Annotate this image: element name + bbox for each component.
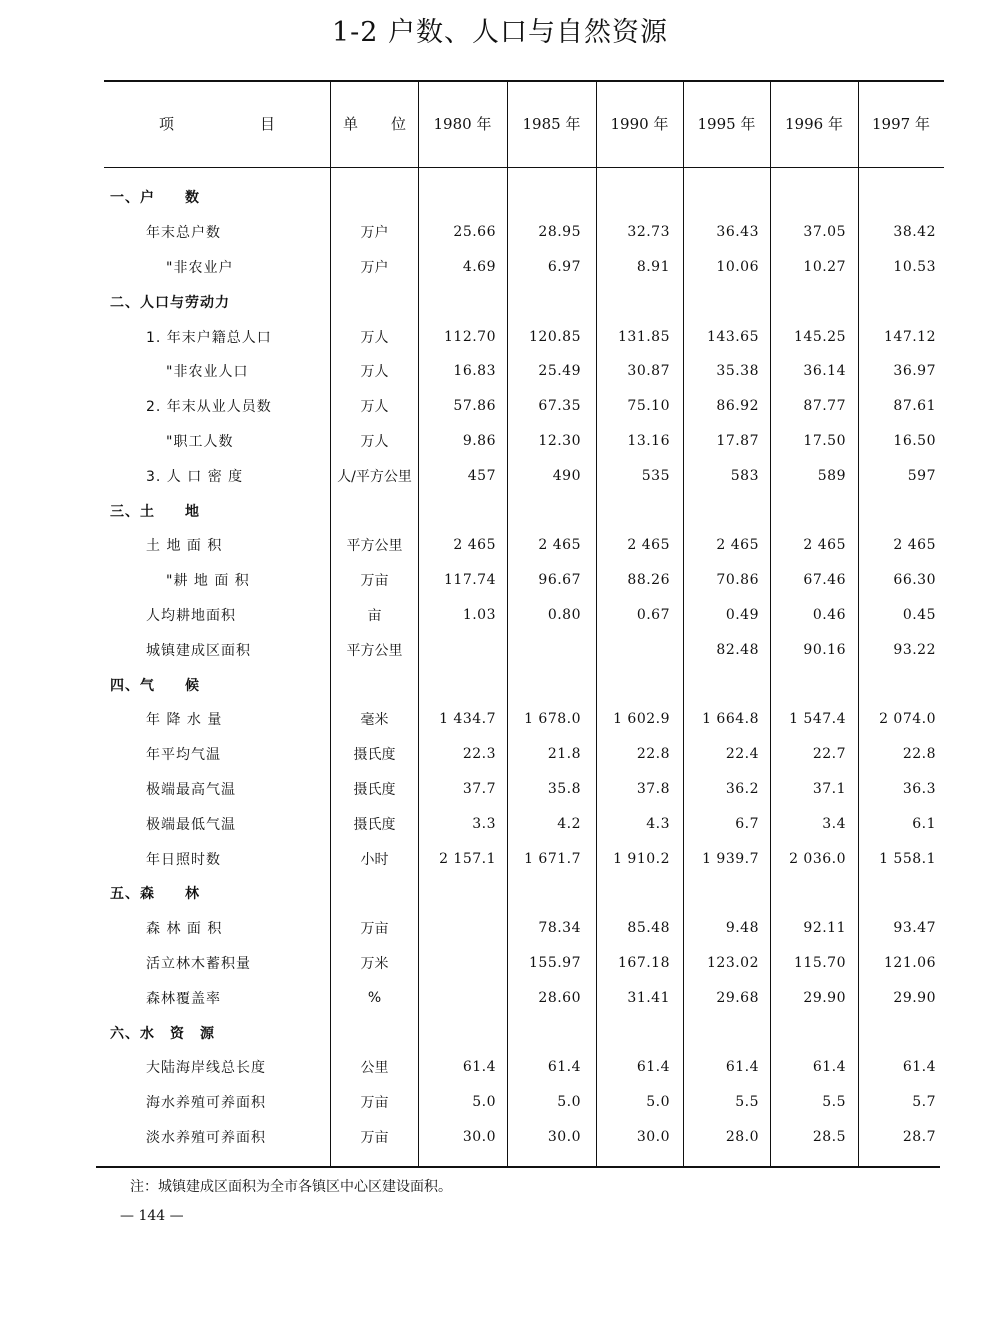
header-item [104,80,330,167]
row-value: 16.83 [453,363,496,380]
row-value: 583 [730,467,759,484]
row-label: 大陆海岸线总长度 [146,1060,266,1077]
row-value: 29.90 [803,989,846,1006]
row-value: 37.1 [812,780,846,797]
row-value: 28.5 [812,1128,846,1145]
row-label: 3. 人 口 密 度 [146,468,244,485]
row-value: 2 157.1 [439,850,496,867]
row-value: 1 602.9 [613,711,670,728]
row-label: 极端最低气温 [146,816,236,833]
row-label: 六、水 资 源 [110,1025,215,1042]
header-unit-b: 位 [390,115,406,133]
row-label: 人均耕地面积 [146,607,236,624]
row-value [770,667,846,702]
row-value [418,911,496,946]
row-value: 115.70 [794,954,846,971]
row-value: 35.8 [547,780,581,797]
row-value: 22.7 [812,746,846,763]
row-value [770,876,846,911]
table-row [0,250,1000,285]
row-value [418,632,496,667]
row-value: 2 465 [716,537,759,554]
row-value: 61.4 [636,1059,670,1076]
table-row [0,806,1000,841]
row-value: 30.0 [462,1128,496,1145]
row-value: 1 547.4 [789,711,846,728]
row-value [596,180,670,215]
row-value: 2 074.0 [879,711,936,728]
row-label: 极端最高气温 [146,781,236,798]
row-value: 70.86 [716,572,759,589]
row-value: 155.97 [529,954,581,971]
row-value: 131.85 [618,328,670,345]
row-value: 6.97 [547,258,581,275]
row-unit [331,876,418,911]
row-value: 90.16 [803,641,846,658]
row-value [683,493,759,528]
row-value: 0.80 [547,606,581,623]
row-value [596,284,670,319]
row-value: 36.97 [893,363,936,380]
row-label: 年日照时数 [146,851,221,868]
table-row [0,702,1000,737]
row-unit: 万人 [360,364,389,381]
row-value: 535 [641,467,670,484]
row-value: 457 [467,467,496,484]
row-value [683,180,759,215]
table-row [0,354,1000,389]
row-value [858,876,936,911]
row-value: 1 664.8 [702,711,759,728]
row-label: 一、户 数 [110,190,200,207]
row-value: 2 465 [803,537,846,554]
row-unit: 毫米 [360,712,389,729]
row-value [683,876,759,911]
row-value [418,1015,496,1050]
header-item-a: 项 [159,115,175,133]
row-value: 5.0 [472,1094,496,1111]
row-value: 1 910.2 [613,850,670,867]
row-value: 2 465 [453,537,496,554]
row-unit: 公里 [360,1060,389,1077]
row-value [418,876,496,911]
header-year: 1997 年 [872,115,930,133]
row-label: 年 降 水 量 [146,712,223,729]
table-row [0,598,1000,633]
row-value: 6.7 [735,815,759,832]
table-row [0,1015,1000,1050]
row-label: 海水养殖可养面积 [146,1095,266,1112]
row-value: 38.42 [893,224,936,241]
row-value: 93.22 [893,641,936,658]
row-value [507,493,581,528]
row-value: 75.10 [627,398,670,415]
row-value: 30.87 [627,363,670,380]
row-label: 二、人口与劳动力 [110,294,230,311]
row-value [858,667,936,702]
table-row [0,737,1000,772]
row-value: 93.47 [893,920,936,937]
row-value: 28.7 [902,1128,936,1145]
row-unit: 平方公里 [346,642,403,659]
row-label: "职工人数 [166,433,234,450]
row-unit: 万亩 [360,1129,389,1146]
row-value: 9.48 [725,920,759,937]
footnote: 注：城镇建成区面积为全市各镇区中心区建设面积。 [130,1179,452,1195]
row-unit: 万亩 [360,573,389,590]
table-row [0,215,1000,250]
row-value: 0.46 [812,606,846,623]
row-unit: 小时 [360,851,389,868]
row-value: 0.67 [636,606,670,623]
row-value [418,980,496,1015]
row-value: 78.34 [538,920,581,937]
table-row [0,180,1000,215]
row-unit: 万亩 [360,1095,389,1112]
row-label: 年末总户数 [146,225,221,242]
row-value: 61.4 [812,1059,846,1076]
row-value: 0.49 [725,606,759,623]
page-number: — 144 — [120,1208,184,1224]
row-value: 5.5 [822,1094,846,1111]
row-unit: 万米 [360,955,389,972]
row-value: 67.35 [538,398,581,415]
row-unit [331,667,418,702]
row-value: 28.60 [538,989,581,1006]
table-row [0,1050,1000,1085]
row-value: 5.5 [735,1094,759,1111]
row-value [858,284,936,319]
row-label: 四、气 候 [110,677,200,694]
row-label: "非农业户 [166,259,234,276]
row-label: "非农业人口 [166,364,249,381]
row-value: 61.4 [547,1059,581,1076]
table-row [0,841,1000,876]
row-value: 4.3 [646,815,670,832]
row-label: 五、森 林 [110,886,200,903]
row-value: 29.90 [893,989,936,1006]
row-value [858,493,936,528]
row-value: 9.86 [462,432,496,449]
table-row [0,632,1000,667]
row-value [770,493,846,528]
row-value [858,180,936,215]
row-value: 121.06 [884,954,936,971]
header-item-b: 目 [259,115,275,133]
row-value [507,667,581,702]
row-unit: 摄氏度 [353,747,396,764]
row-unit: % [367,989,382,1006]
row-value [507,180,581,215]
row-value: 22.3 [462,746,496,763]
row-label: 活立林木蓄积量 [146,955,251,972]
table-bottom-rule [96,1166,940,1168]
table-header-rule [104,167,944,168]
row-value: 88.26 [627,572,670,589]
row-label: 1. 年末户籍总人口 [146,329,272,346]
header-year: 1995 年 [697,115,756,133]
table-row [0,424,1000,459]
row-label: 森 林 面 积 [146,921,223,938]
row-value: 4.69 [462,258,496,275]
row-value: 85.48 [627,920,670,937]
row-value: 87.61 [893,398,936,415]
row-value: 12.30 [538,432,581,449]
row-value: 32.73 [627,224,670,241]
row-value: 66.30 [893,572,936,589]
row-value: 1.03 [462,606,496,623]
row-value [596,876,670,911]
row-value: 120.85 [529,328,581,345]
row-value: 3.3 [472,815,496,832]
row-value: 10.53 [893,258,936,275]
row-value [418,493,496,528]
row-value: 25.49 [538,363,581,380]
table-row [0,563,1000,598]
row-label: "耕 地 面 积 [166,573,250,590]
row-unit: 摄氏度 [353,781,396,798]
row-value [683,284,759,319]
row-value: 143.65 [707,328,759,345]
row-unit: 万户 [360,225,389,242]
row-value: 87.77 [803,398,846,415]
row-unit: 亩 [367,607,382,624]
row-value [683,667,759,702]
table-row [0,493,1000,528]
row-value: 57.86 [453,398,496,415]
row-value [596,667,670,702]
row-value: 1 671.7 [524,850,581,867]
row-value: 16.50 [893,432,936,449]
row-value [596,632,670,667]
row-value: 25.66 [453,224,496,241]
row-value: 29.68 [716,989,759,1006]
row-value: 28.0 [725,1128,759,1145]
row-label: 年平均气温 [146,747,221,764]
table-row [0,319,1000,354]
row-value: 4.2 [557,815,581,832]
header-year: 1985 年 [522,115,581,133]
row-value: 0.45 [902,606,936,623]
row-unit: 万人 [360,329,389,346]
row-value: 112.70 [444,328,496,345]
row-value: 82.48 [716,641,759,658]
row-value: 2 465 [893,537,936,554]
row-value [507,632,581,667]
row-unit [331,284,418,319]
table-row [0,284,1000,319]
row-value [418,946,496,981]
row-label: 淡水养殖可养面积 [146,1129,266,1146]
table-row [0,772,1000,807]
header-year: 1996 年 [785,115,843,133]
row-unit: 万人 [360,433,389,450]
row-value: 67.46 [803,572,846,589]
row-unit: 人/平方公里 [337,468,412,485]
row-label: 森林覆盖率 [146,990,221,1007]
row-value [683,1015,759,1050]
header-unit-a: 单 [343,115,359,133]
row-unit: 万户 [360,259,389,276]
row-value: 1 434.7 [439,711,496,728]
row-value: 21.8 [547,746,581,763]
header-unit [331,80,418,167]
row-value: 86.92 [716,398,759,415]
row-value: 123.02 [707,954,759,971]
row-value: 22.8 [902,746,936,763]
row-label: 土 地 面 积 [146,538,223,555]
row-value [858,1015,936,1050]
row-value [418,284,496,319]
row-value [770,1015,846,1050]
header-year: 1980 年 [433,115,492,133]
row-value: 37.8 [636,780,670,797]
row-value: 117.74 [444,572,496,589]
row-value [596,493,670,528]
row-value: 30.0 [636,1128,670,1145]
row-value: 37.7 [462,780,496,797]
row-value: 597 [907,467,936,484]
row-value: 2 465 [627,537,670,554]
row-value: 2 465 [538,537,581,554]
row-value: 61.4 [902,1059,936,1076]
row-value: 36.43 [716,224,759,241]
row-value: 5.0 [646,1094,670,1111]
row-unit: 摄氏度 [353,816,396,833]
header-year: 1990 年 [610,115,669,133]
row-value: 36.14 [803,363,846,380]
row-unit: 平方公里 [346,538,403,555]
row-label: 城镇建成区面积 [146,642,251,659]
table-row [0,911,1000,946]
row-value: 22.8 [636,746,670,763]
row-value: 5.0 [557,1094,581,1111]
row-value: 35.38 [716,363,759,380]
table-row [0,458,1000,493]
row-value: 96.67 [538,572,581,589]
row-value: 28.95 [538,224,581,241]
row-value [418,667,496,702]
row-value: 31.41 [627,989,670,1006]
table-row [0,667,1000,702]
row-label: 2. 年末从业人员数 [146,399,272,416]
row-value: 5.7 [912,1094,936,1111]
row-value: 37.05 [803,224,846,241]
row-unit [331,1015,418,1050]
table-row [0,980,1000,1015]
row-unit: 万亩 [360,921,389,938]
row-value: 36.3 [902,780,936,797]
row-value [507,1015,581,1050]
table-row [0,1120,1000,1155]
row-value: 36.2 [725,780,759,797]
row-value: 61.4 [725,1059,759,1076]
row-value: 30.0 [547,1128,581,1145]
row-value: 589 [817,467,846,484]
table-row [0,528,1000,563]
row-value: 17.50 [803,432,846,449]
row-value: 92.11 [803,920,846,937]
row-value: 1 558.1 [879,850,936,867]
row-value: 22.4 [725,746,759,763]
row-value: 145.25 [794,328,846,345]
table-row [0,1085,1000,1120]
table-row [0,389,1000,424]
row-value: 6.1 [912,815,936,832]
row-value: 61.4 [462,1059,496,1076]
row-label: 三、土 地 [110,503,200,520]
row-value [507,876,581,911]
row-value: 490 [552,467,581,484]
row-unit: 万人 [360,399,389,416]
row-value: 1 939.7 [702,850,759,867]
row-value: 3.4 [822,815,846,832]
row-value: 147.12 [884,328,936,345]
row-value [507,284,581,319]
row-value: 8.91 [636,258,670,275]
table-row [0,946,1000,981]
page-title: 1-2 户数、人口与自然资源 [331,17,669,48]
row-value: 13.16 [627,432,670,449]
row-value [596,1015,670,1050]
row-value: 2 036.0 [789,850,846,867]
row-unit [331,180,418,215]
row-value: 10.06 [716,258,759,275]
row-value: 1 678.0 [524,711,581,728]
row-value [770,180,846,215]
table-row [0,876,1000,911]
row-value: 10.27 [803,258,846,275]
row-unit [331,493,418,528]
row-value [770,284,846,319]
row-value [418,180,496,215]
row-value: 167.18 [618,954,670,971]
row-value: 17.87 [716,432,759,449]
